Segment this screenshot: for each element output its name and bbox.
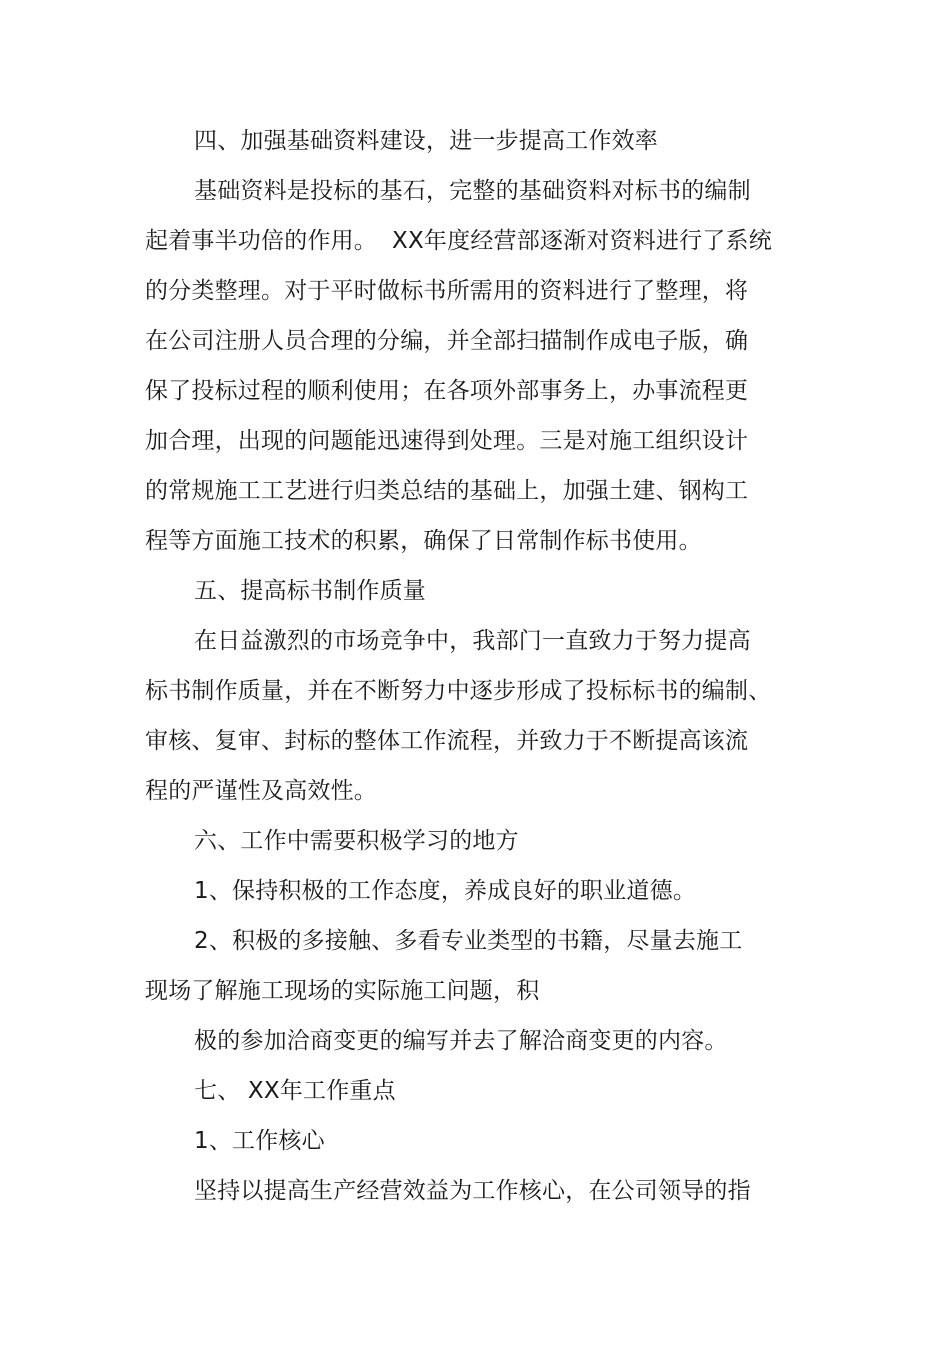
paragraph-line: 保了投标过程的顺利使用；在各项外部事务上，办事流程更 bbox=[145, 378, 749, 404]
paragraph-line: 加合理，出现的问题能迅速得到处理。三是对施工组织设计 bbox=[145, 428, 749, 454]
paragraph-line: 程等方面施工技术的积累，确保了日常制作标书使用。 bbox=[145, 528, 702, 554]
heading-section-7: 七、 XX年工作重点 bbox=[194, 1078, 396, 1104]
paragraph-line: 坚持以提高生产经营效益为工作核心，在公司领导的指 bbox=[194, 1178, 751, 1204]
list-item: 1、保持积极的工作态度，养成良好的职业道德。 bbox=[194, 878, 697, 904]
heading-section-5: 五、提高标书制作质量 bbox=[194, 578, 426, 604]
paragraph-line: 标书制作质量，并在不断努力中逐步形成了投标标书的编制、 bbox=[145, 678, 772, 704]
paragraph-line: 极的参加洽商变更的编写并去了解洽商变更的内容。 bbox=[194, 1028, 728, 1054]
paragraph-line: 现场了解施工现场的实际施工问题，积 bbox=[145, 978, 540, 1004]
paragraph-line: 的分类整理。对于平时做标书所需用的资料进行了整理，将 bbox=[145, 278, 749, 304]
paragraph-line: 审核、复审、封标的整体工作流程，并致力于不断提高该流 bbox=[145, 728, 749, 754]
paragraph-line: 程的严谨性及高效性。 bbox=[145, 778, 377, 804]
paragraph-line: 起着事半功倍的作用。 XX年度经营部逐渐对资料进行了系统 bbox=[145, 228, 772, 254]
heading-section-4: 四、加强基础资料建设，进一步提高工作效率 bbox=[194, 128, 658, 154]
paragraph-line: 基础资料是投标的基石，完整的基础资料对标书的编制 bbox=[194, 178, 751, 204]
paragraph-line: 的常规施工工艺进行归类总结的基础上，加强土建、钢构工 bbox=[145, 478, 749, 504]
paragraph-line: 在日益激烈的市场竞争中，我部门一直致力于努力提高 bbox=[194, 628, 751, 654]
list-item: 1、工作核心 bbox=[194, 1128, 325, 1154]
list-item: 2、积极的多接触、多看专业类型的书籍，尽量去施工 bbox=[194, 928, 743, 954]
paragraph-line: 在公司注册人员合理的分编，并全部扫描制作成电子版，确 bbox=[145, 328, 749, 354]
heading-section-6: 六、工作中需要积极学习的地方 bbox=[194, 828, 519, 854]
